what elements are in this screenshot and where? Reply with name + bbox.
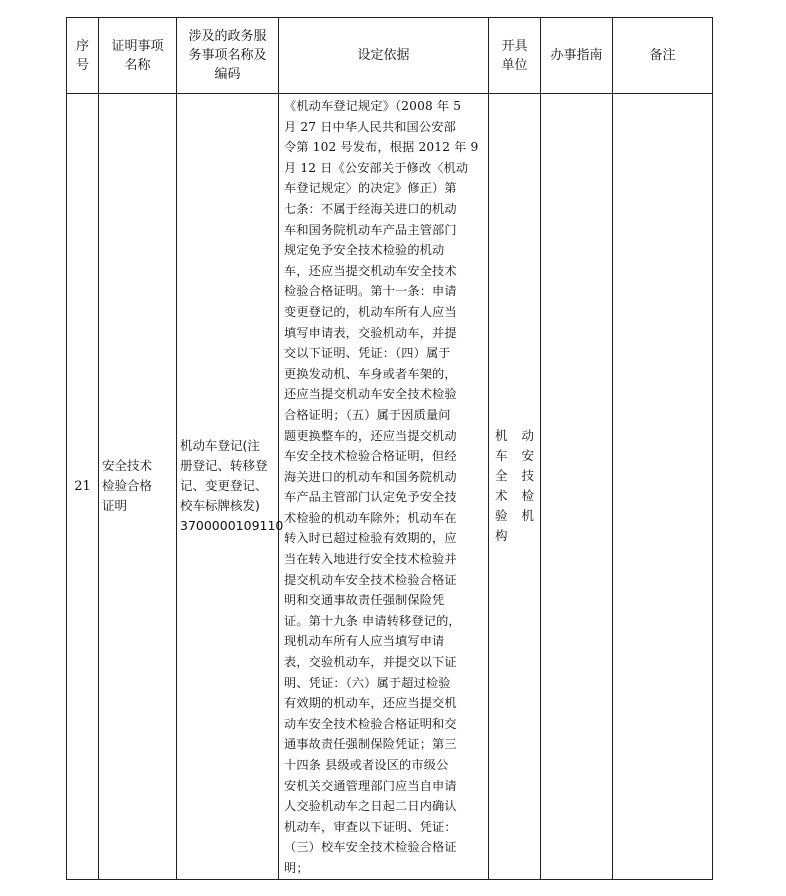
row-issuing-unit	[489, 94, 541, 880]
header-basis: 设定依据	[279, 18, 489, 94]
row-service: 机动车登记(注 册登记、转移登 记、变更登记、 校车标牌核发) 3700000109110	[177, 94, 279, 880]
certificate-table	[66, 17, 713, 880]
row-basis: 《机动车登记规定》（2008 年 5 月 27 日中华人民共和国公安部 令第 102 号发布，根据 2012 年 9 月 12 日《公安部关于修改〈机动 车登记规定〉的决定》修正）第 七条：不属于经海关进口的机动 车和国务院机动车产品主管部门 规定免予安全技术检验的机动 车，还应当提交机动车安全技术 检验合格证明。第十一条：申请 变更登记的，机动车所有人应当 填写申请表，交验机动车，并提 交以下证明、凭证：（四）属于 更换发动机、车身或者车架的， 还应当提交机动车安全技术检验 合格证明；（五）属于因质量问 题更换整车的，还应当提交机动 车安全技术检验合格证明，但经 海关进口的机动车和国务院机动 车产品主管部门认定免予安全技 术检验的机动车除外；机动车在 转入时已超过检验有效期的，应 当在转入地进行安全技术检验并 提交机动车安全技术检验合格证 明和交通事故责任强制保险凭 证。第十九条 申请转移登记的， 现机动车所有人应当填写申请 表，交验机动车，并提交以下证 明、凭证：（六）属于超过检验 有效期的机动车，还应当提交机 动车安全技术检验合格证明和交 通事故责任强制保险凭证；第三 十四条 县级或者设区的市级公 安机关交通管理部门应当自申请 人交验机动车之日起二日内确认 机动车，审查以下证明、凭证： （三）校车安全技术检验合格证 明；	[279, 94, 489, 880]
row-guide	[541, 94, 613, 880]
header-guide: 办事指南	[541, 18, 613, 94]
header-remark: 备注	[613, 18, 713, 94]
unit-column-2: 动 安 技 检 机	[521, 428, 535, 524]
unit-column-1: 机 车 全 术 验 构	[494, 428, 508, 544]
row-remark	[613, 94, 713, 880]
header-cert-name: 证明事项 名称	[99, 18, 177, 94]
header-unit: 开具 单位	[489, 18, 541, 94]
row-seq: 21	[67, 94, 99, 880]
header-seq: 序 号	[67, 18, 99, 94]
row-cert-name: 安全技术 检验合格 证明	[99, 94, 177, 880]
table-row	[67, 94, 713, 880]
table-header-row	[67, 18, 713, 94]
header-service: 涉及的政务服 务事项名称及 编码	[177, 18, 279, 94]
